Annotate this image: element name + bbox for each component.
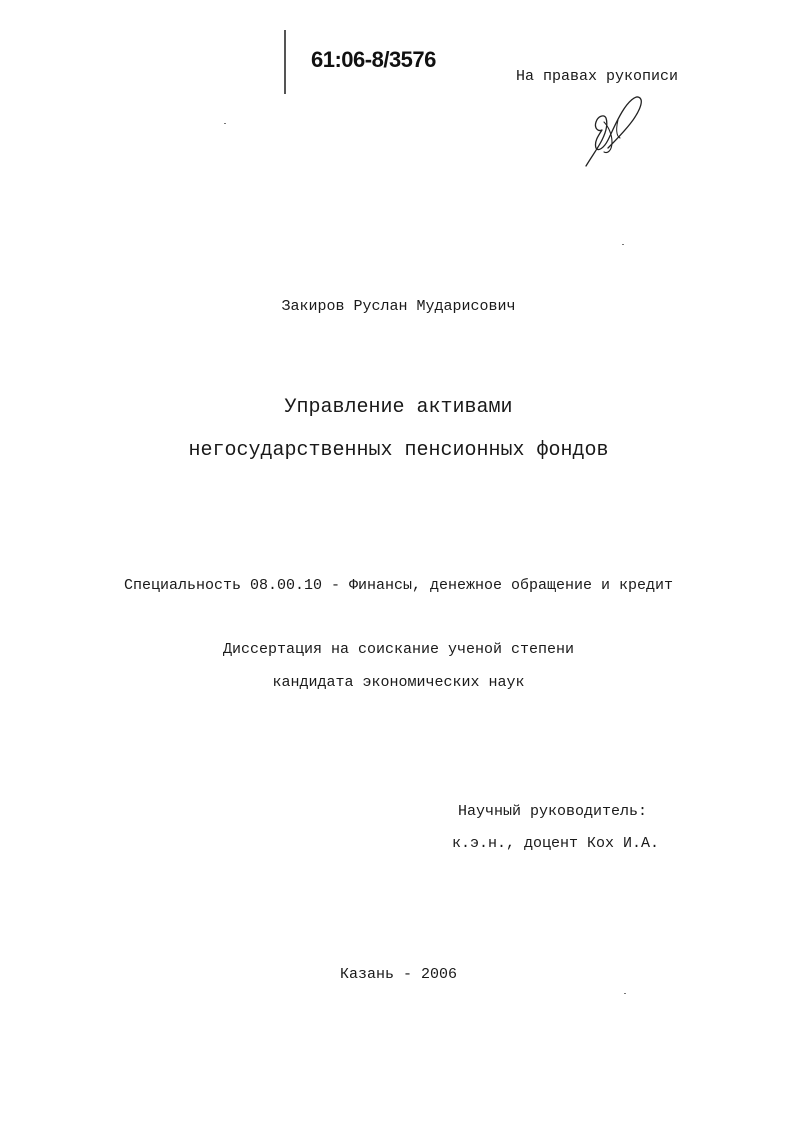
rights-notice: На правах рукописи: [516, 68, 679, 85]
specialty-line: Специальность 08.00.10 - Финансы, денежное обращение и кредит: [123, 577, 674, 594]
supervisor-name: к.э.н., доцент Кох И.А.: [452, 835, 660, 852]
title-line-1: Управление активами: [284, 396, 513, 419]
stamp-mark: [284, 30, 286, 94]
supervisor-label: Научный руководитель:: [458, 803, 648, 820]
scan-speck: [624, 993, 626, 994]
signature-icon: [578, 92, 648, 172]
author-name: Закиров Руслан Мударисович: [281, 298, 516, 315]
scan-speck: [224, 123, 226, 124]
dissertation-line-1: Диссертация на соискание ученой степени: [222, 641, 575, 658]
title-line-2: негосударственных пенсионных фондов: [188, 439, 609, 462]
city-year: Казань - 2006: [339, 966, 458, 983]
dissertation-line-2: кандидата экономических наук: [272, 674, 525, 691]
catalog-number: 61:06-8/3576: [311, 47, 436, 72]
scan-speck: [622, 244, 624, 245]
